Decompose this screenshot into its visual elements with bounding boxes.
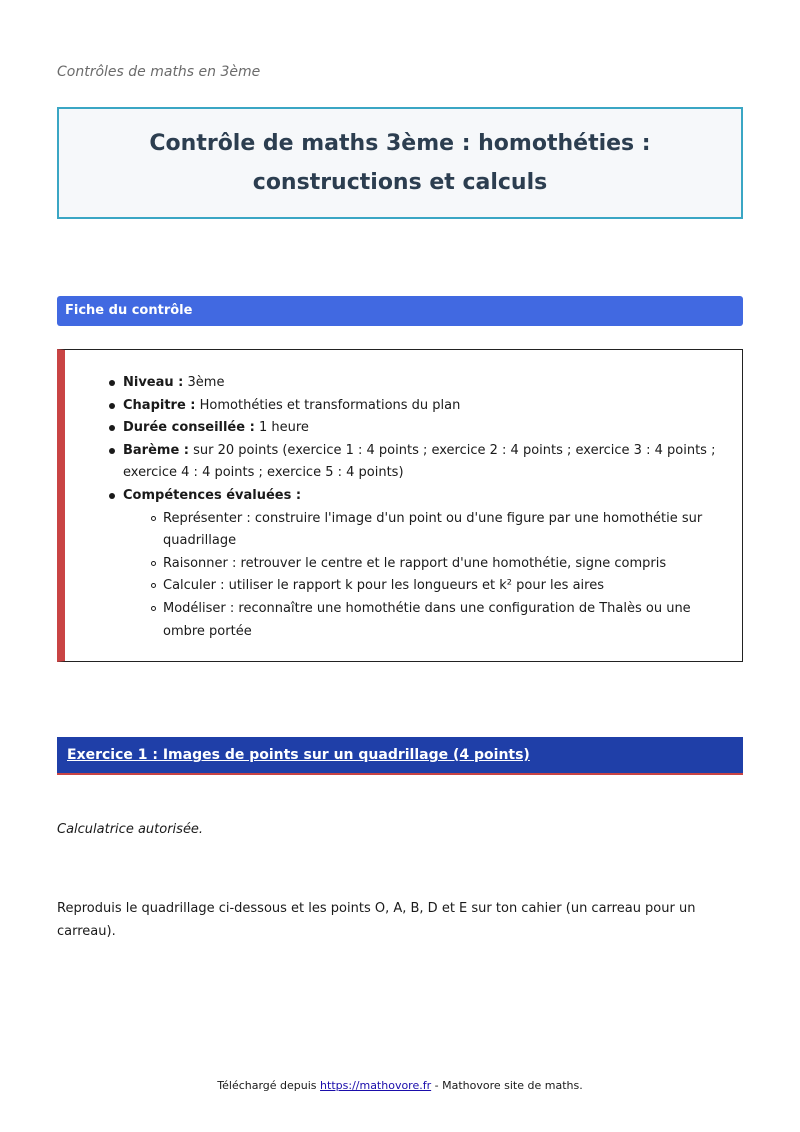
fiche-item-value: 1 heure [258,420,309,436]
fiche-item-chapitre [123,395,733,418]
footer-link[interactable]: https://mathovore.fr [320,1079,432,1092]
fiche-item-label: Chapitre : [123,397,196,413]
fiche-item-label: Barème : [123,442,189,458]
fiche-box [57,349,743,662]
competence-item: Représenter : construire l'image d'un point ou d'une figure par une homothétie sur quadrillage [163,508,733,553]
calculator-note: Calculatrice autorisée. [57,822,204,837]
title-box [57,107,743,219]
competence-item: Calculer : utiliser le rapport k pour les longueurs et k² pour les aires [163,575,733,598]
fiche-item-niveau [123,372,733,395]
footer [0,1079,800,1092]
exercise-1-instructions: Reproduis le quadrillage ci-dessous et les points O, A, B, D et E sur ton cahier (un carreau pour un carreau). [57,901,696,939]
fiche-item-value: 3ème [187,375,225,390]
fiche-item-duree [123,417,733,440]
fiche-item-bareme [123,440,733,485]
fiche-item-label: Niveau : [123,375,184,390]
page-title: Contrôle de maths 3ème : homothéties : constructions et calculs [149,131,651,195]
footer-suffix: - Mathovore site de maths. [434,1079,583,1092]
fiche-list [123,372,733,643]
fiche-item-competences [123,485,733,643]
fiche-item-value: Homothéties et transformations du plan [199,397,461,413]
footer-prefix: Téléchargé depuis [217,1079,317,1092]
exercise-1-title[interactable]: Exercice 1 : Images de points sur un quadrillage (4 points) [57,737,743,775]
fiche-item-label: Durée conseillée : [123,420,255,436]
fiche-item-value: sur 20 points (exercice 1 : 4 points ; exercice 2 : 4 points ; exercice 3 : 4 points ; exercice 4 : 4 points ; exercice 5 : 4 points) [123,442,716,481]
competence-item: Raisonner : retrouver le centre et le rapport d'une homothétie, signe compris [163,553,733,576]
competence-item: Modéliser : reconnaître une homothétie dans une configuration de Thalès ou une ombre portée [163,598,733,643]
fiche-item-label: Compétences évaluées : [123,487,302,503]
fiche-header: Fiche du contrôle [57,296,743,326]
breadcrumb: Contrôles de maths en 3ème [57,64,261,80]
competences-list [123,508,733,644]
